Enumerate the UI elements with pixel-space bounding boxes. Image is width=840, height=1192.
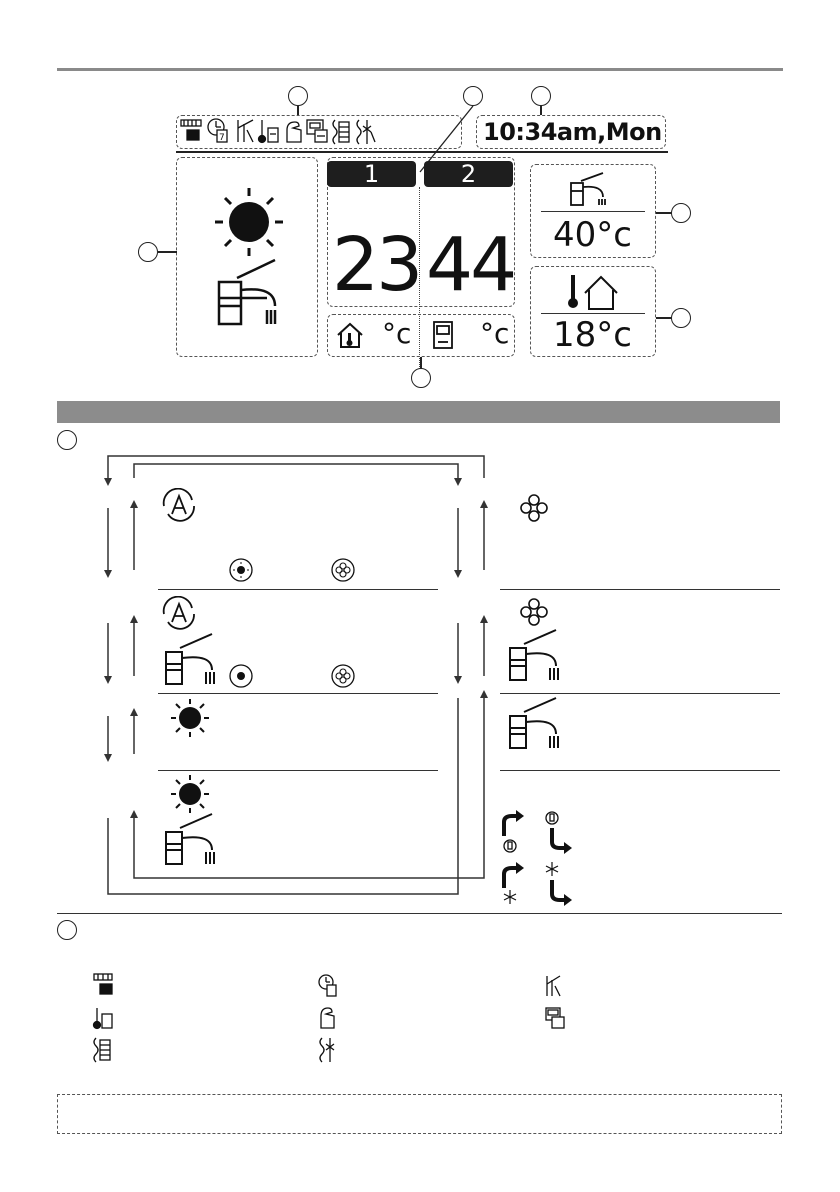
sun-icon	[213, 186, 285, 258]
callout-clock	[531, 86, 551, 106]
heat-option-icon	[228, 557, 254, 583]
heater-icon	[181, 120, 201, 140]
zone-tab-1: 1	[327, 161, 416, 187]
valve-icon	[238, 120, 253, 142]
svg-text:7: 7	[219, 133, 225, 143]
faucet-icon	[164, 632, 220, 686]
defrost-icon	[357, 120, 375, 144]
faucet-icon	[569, 171, 609, 207]
dhw-box	[530, 164, 656, 258]
hand-icon	[321, 1008, 334, 1028]
remote-icon	[546, 1008, 564, 1028]
faucet-icon	[508, 628, 564, 682]
heater-icon	[94, 974, 112, 994]
outdoor-box	[530, 266, 656, 357]
zone2-unit: °c	[480, 317, 510, 350]
leader-line	[158, 251, 177, 253]
mode-box	[176, 157, 318, 357]
callout-mode	[138, 242, 158, 262]
callout-icons	[288, 86, 308, 106]
status-legend	[80, 970, 700, 1064]
row-sep	[158, 693, 438, 694]
thermo-icon	[94, 1008, 113, 1029]
section-sep	[57, 913, 782, 914]
dhw-temp: 40°c	[553, 215, 632, 255]
valve-icon	[547, 976, 560, 996]
house-thermo-icon	[336, 321, 364, 349]
section-header-bar	[57, 401, 780, 423]
faucet-icon	[508, 696, 564, 750]
faucet-icon	[164, 812, 220, 866]
clock-text: 10:34am,Mon	[483, 118, 662, 146]
row-sep	[500, 693, 780, 694]
heat-option-icon	[228, 663, 254, 689]
faucet-icon	[215, 256, 285, 328]
auto-icon	[160, 488, 200, 524]
cool-option-icon	[330, 663, 356, 689]
thermo-icon	[259, 120, 279, 143]
leader-line	[540, 106, 542, 115]
row-sep	[500, 589, 780, 590]
clock-box	[476, 115, 666, 149]
auto-transition-icon	[500, 808, 576, 854]
mode-flow-diagram	[96, 448, 496, 900]
callout-section-mode	[57, 430, 77, 450]
zone1-unit: °c	[382, 317, 412, 350]
leader-line	[656, 317, 672, 319]
snowflake-icon	[516, 490, 552, 526]
cool-option-icon	[330, 557, 356, 583]
dhw-rule	[541, 211, 645, 212]
row-sep	[500, 770, 780, 771]
callout-dhw	[671, 203, 691, 223]
outdoor-thermo-icon	[563, 273, 623, 311]
callout-unit	[411, 368, 431, 388]
zone-tab-2: 2	[424, 161, 513, 187]
snowflake-icon	[516, 594, 552, 630]
note-box	[57, 1094, 782, 1134]
timer-icon	[319, 975, 336, 996]
timer-icon	[208, 119, 227, 143]
hand-icon	[287, 122, 301, 142]
defrost-icon	[320, 1038, 334, 1062]
auto-icon	[160, 596, 200, 632]
top-rule	[57, 68, 783, 71]
coil-icon	[333, 120, 349, 144]
row-sep	[158, 589, 438, 590]
leader-line	[297, 106, 299, 115]
outdoor-rule	[541, 313, 645, 314]
callout-section-status	[57, 920, 77, 940]
row-sep	[158, 770, 438, 771]
callout-outdoor	[671, 308, 691, 328]
remote-icon	[307, 120, 327, 142]
defrost-transition-icon	[500, 860, 576, 906]
sun-icon	[170, 698, 210, 738]
outdoor-temp: 18°c	[553, 315, 632, 355]
zone1-temp: 23	[332, 222, 421, 308]
zone2-temp: 44	[426, 222, 515, 308]
leader-line	[656, 212, 672, 214]
coil-icon	[94, 1038, 110, 1062]
sun-icon	[170, 774, 210, 814]
controller-icon	[432, 320, 456, 350]
zone-unit-box	[327, 314, 515, 357]
